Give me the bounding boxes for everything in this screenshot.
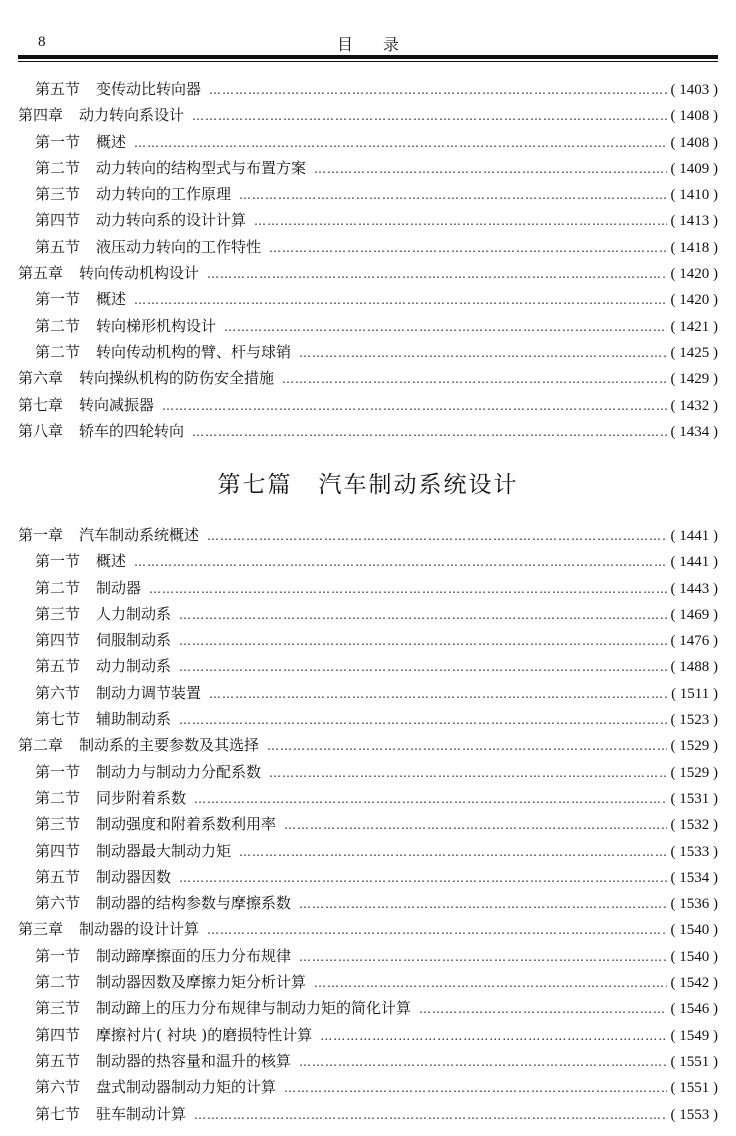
toc-entry-title: 变传动比转向器 [96, 80, 202, 98]
toc-section-entry [18, 286, 718, 312]
toc-entry-number: 第二节 [35, 158, 81, 177]
part-title-text: 汽车制动系统设计 [318, 472, 519, 498]
toc-dot-leader [192, 103, 666, 129]
toc-entry-number: 第三节 [35, 604, 81, 623]
running-title: 目录 [336, 35, 429, 54]
toc-entry-number: 第四节 [35, 211, 81, 230]
toc-dot-leader [209, 77, 666, 103]
toc-chapter-entry [18, 732, 718, 758]
toc-dot-leader [194, 1102, 666, 1128]
toc-entry-page: ( 1553 ) [670, 1106, 718, 1123]
toc-section-entry [18, 1022, 718, 1048]
toc-chapter-entry [18, 102, 718, 128]
toc-dot-leader [134, 549, 666, 575]
toc-entry-number: 第八章 [18, 421, 64, 440]
toc-entry-page: ( 1425 ) [670, 344, 718, 361]
toc-chapter-entry [18, 260, 718, 286]
toc-entry-title: 动力转向的工作原理 [96, 185, 232, 204]
toc-dot-leader [282, 366, 666, 392]
toc-entry-title: 转向梯形机构设计 [96, 316, 217, 335]
toc-entry-number: 第三节 [35, 185, 81, 204]
toc-entry-title: 轿车的四轮转向 [79, 421, 185, 440]
toc-dot-leader [269, 760, 666, 786]
toc-dot-leader [299, 944, 666, 970]
toc-dot-leader [314, 156, 666, 182]
toc-entry-number: 第一节 [35, 762, 81, 781]
toc-entry-number: 第四节 [35, 631, 81, 650]
toc-entry-page: ( 1511 ) [671, 685, 718, 702]
toc-dot-leader [239, 182, 666, 208]
toc-dot-leader [179, 628, 666, 654]
toc-dot-leader [254, 208, 666, 234]
part-number: 第七篇 [217, 472, 293, 498]
toc-dot-leader [192, 419, 666, 445]
toc-entry-title: 转向传动机构的臂、杆与球销 [96, 342, 292, 361]
toc-entry-title: 制动蹄摩擦面的压力分布规律 [96, 946, 292, 965]
toc-entry-page: ( 1408 ) [670, 134, 718, 151]
toc-section-entry [18, 575, 718, 601]
toc-entry-title: 制动器的热容量和温升的核算 [96, 1051, 292, 1070]
toc-entry-number: 第五节 [35, 1051, 81, 1070]
toc-entry-title: 液压动力转向的工作特性 [96, 237, 262, 256]
toc-dot-leader [299, 340, 666, 366]
toc-dot-leader [299, 1049, 666, 1075]
toc-entry-title: 驻车制动计算 [96, 1104, 187, 1123]
toc-entry-number: 第七节 [35, 1104, 81, 1123]
toc-dot-leader [134, 287, 666, 313]
toc-entry-title: 制动器的设计计算 [79, 920, 200, 939]
toc-entry-title: 动力转向的结构型式与布置方案 [96, 158, 307, 177]
toc-section-entry [18, 785, 718, 811]
toc-entry-number: 第二节 [35, 578, 81, 597]
toc-chapter-entry [18, 418, 718, 444]
part-title [0, 466, 736, 499]
header-rule-thin [18, 61, 718, 62]
toc-entry-page: ( 1432 ) [670, 397, 718, 414]
toc-entry-number: 第五节 [35, 80, 81, 98]
toc-entry-page: ( 1532 ) [670, 817, 718, 834]
toc-entry-number: 第五章 [18, 264, 64, 283]
toc-section-entry [18, 706, 718, 732]
toc-section-entry [18, 1101, 718, 1127]
toc-entry-title: 制动器的结构参数与摩擦系数 [96, 894, 292, 913]
toc-entry-page: ( 1420 ) [670, 292, 718, 309]
toc-section-entry [18, 811, 718, 837]
toc-entry-page: ( 1441 ) [670, 528, 718, 544]
toc-entry-number: 第二节 [35, 316, 81, 335]
toc-entry-page: ( 1443 ) [670, 580, 718, 597]
toc-section-entry [18, 680, 718, 706]
toc-entry-number: 第五节 [35, 867, 81, 886]
toc-entry-page: ( 1531 ) [670, 790, 718, 807]
toc-section-entry [18, 1074, 718, 1100]
toc-section-entry [18, 155, 718, 181]
toc-entry-page: ( 1529 ) [670, 764, 718, 781]
toc-dot-leader [179, 602, 666, 628]
toc-entry-page: ( 1429 ) [670, 371, 718, 388]
toc-entry-title: 制动器因数及摩擦力矩分析计算 [96, 973, 307, 992]
toc-entry-page: ( 1551 ) [670, 1080, 718, 1097]
toc-dot-leader [207, 917, 666, 943]
toc-entry-page: ( 1551 ) [670, 1053, 718, 1070]
toc-section-entry [18, 1048, 718, 1074]
toc-chapter-entry [18, 522, 718, 548]
toc-entry-title: 制动器 [96, 578, 142, 597]
toc-entry-number: 第六节 [35, 683, 81, 702]
toc-entry-title: 概述 [96, 290, 127, 309]
toc-entry-number: 第六节 [35, 894, 81, 913]
toc-entry-page: ( 1540 ) [670, 948, 718, 965]
toc-chapter-entry [18, 916, 718, 942]
toc-dot-leader [320, 1023, 666, 1049]
toc-section-entry [18, 969, 718, 995]
toc-dot-leader [284, 1075, 666, 1101]
toc-entry-number: 第六节 [35, 1078, 81, 1097]
toc-entry-number: 第五节 [35, 657, 81, 676]
toc-entry-number: 第一节 [35, 290, 81, 309]
toc-dot-leader [207, 261, 666, 287]
toc-entry-title: 动力转向系的设计计算 [96, 211, 247, 230]
toc-chapter-entry [18, 365, 718, 391]
toc-dot-leader [179, 707, 666, 733]
toc-section-entry [18, 234, 718, 260]
toc-entry-title: 制动器最大制动力矩 [96, 841, 232, 860]
toc-section-entry [18, 207, 718, 233]
toc-entry-title: 动力制动系 [96, 657, 172, 676]
toc-entry-title: 概述 [96, 132, 127, 151]
toc-dot-leader [179, 654, 666, 680]
toc-entry-title: 转向操纵机构的防伤安全措施 [79, 369, 275, 388]
toc-entry-title: 概述 [96, 552, 127, 571]
toc-entry-page: ( 1542 ) [670, 975, 718, 992]
toc-entry-title: 伺服制动系 [96, 631, 172, 650]
toc-entry-number: 第一节 [35, 946, 81, 965]
toc-entry-page: ( 1410 ) [670, 187, 718, 204]
toc-dot-leader [239, 839, 666, 865]
toc-entry-number: 第七章 [18, 395, 64, 414]
toc-dot-leader [179, 865, 666, 891]
toc-entry-number: 第一节 [35, 132, 81, 151]
toc-entry-number: 第三节 [35, 815, 81, 834]
toc-section-entry [18, 653, 718, 679]
toc-dot-leader [134, 130, 666, 156]
toc-dot-leader [209, 681, 667, 707]
header-rule-thick [18, 55, 718, 59]
toc-entry-page: ( 1413 ) [670, 213, 718, 230]
toc-entry-number: 第二节 [35, 342, 81, 361]
toc-entry-title: 辅助制动系 [96, 710, 172, 729]
toc-entry-number: 第三节 [35, 999, 81, 1018]
toc-section-entry [18, 627, 718, 653]
toc-entry-number: 第一章 [18, 526, 64, 544]
toc-entry-page: ( 1488 ) [670, 659, 718, 676]
toc-entry-page: ( 1549 ) [670, 1027, 718, 1044]
toc-dot-leader [224, 314, 666, 340]
toc-entry-title: 制动强度和附着系数利用率 [96, 815, 277, 834]
toc-entry-number: 第二章 [18, 736, 64, 755]
toc-dot-leader [299, 891, 666, 917]
toc-section-entry [18, 601, 718, 627]
toc-entry-number: 第五节 [35, 237, 81, 256]
toc-section-entry [18, 995, 718, 1021]
toc-dot-leader [419, 996, 666, 1022]
toc-entry-page: ( 1421 ) [670, 318, 718, 335]
page-number: 8 [38, 34, 46, 50]
toc-dot-leader [162, 393, 666, 419]
toc-entry-page: ( 1540 ) [670, 922, 718, 939]
toc-section-entry [18, 181, 718, 207]
toc-entry-page: ( 1441 ) [670, 554, 718, 571]
toc-entry-page: ( 1469 ) [670, 606, 718, 623]
toc-entry-title: 盘式制动器制动力矩的计算 [96, 1078, 277, 1097]
toc-entry-page: ( 1529 ) [670, 738, 718, 755]
toc-dot-leader [194, 786, 666, 812]
toc-section-entry [18, 76, 718, 102]
toc-section-entry [18, 838, 718, 864]
toc-entry-title: 制动蹄上的压力分布规律与制动力矩的简化计算 [96, 999, 412, 1018]
toc-entry-title: 汽车制动系统概述 [79, 526, 200, 544]
toc-entry-page: ( 1534 ) [670, 869, 718, 886]
toc-entry-title: 制动系的主要参数及其选择 [79, 736, 260, 755]
toc-entry-title: 制动力与制动力分配系数 [96, 762, 262, 781]
toc-entry-page: ( 1546 ) [670, 1001, 718, 1018]
toc-section-entry [18, 339, 718, 365]
toc-chapter-entry [18, 392, 718, 418]
toc-dot-leader [149, 576, 666, 602]
toc-list-after [18, 522, 718, 1127]
toc-dot-leader [269, 235, 666, 261]
toc-entry-page: ( 1533 ) [670, 843, 718, 860]
toc-section-entry [18, 759, 718, 785]
toc-section-entry [18, 129, 718, 155]
toc-entry-title: 摩擦衬片( 衬块 )的磨损特性计算 [96, 1025, 313, 1044]
toc-section-entry [18, 943, 718, 969]
toc-entry-number: 第四章 [18, 106, 64, 125]
toc-entry-page: ( 1409 ) [670, 160, 718, 177]
toc-entry-page: ( 1434 ) [670, 423, 718, 440]
toc-entry-title: 转向减振器 [79, 395, 155, 414]
toc-entry-number: 第七节 [35, 710, 81, 729]
toc-entry-title: 转向传动机构设计 [79, 264, 200, 283]
toc-entry-number: 第六章 [18, 369, 64, 388]
toc-entry-title: 制动器因数 [96, 867, 172, 886]
toc-entry-number: 第三章 [18, 920, 64, 939]
toc-entry-page: ( 1408 ) [670, 108, 718, 125]
toc-entry-page: ( 1523 ) [670, 712, 718, 729]
toc-dot-leader [284, 812, 666, 838]
toc-entry-page: ( 1420 ) [670, 266, 718, 283]
toc-entry-page: ( 1536 ) [670, 896, 718, 913]
toc-entry-page: ( 1476 ) [670, 633, 718, 650]
toc-section-entry [18, 890, 718, 916]
toc-dot-leader [207, 523, 666, 549]
toc-list-before [18, 76, 718, 444]
toc-dot-leader [267, 733, 666, 759]
toc-entry-title: 同步附着系数 [96, 788, 187, 807]
toc-section-entry [18, 313, 718, 339]
toc-entry-title: 制动力调节装置 [96, 683, 202, 702]
toc-section-entry [18, 548, 718, 574]
toc-entry-page: ( 1418 ) [670, 239, 718, 256]
toc-entry-number: 第二节 [35, 973, 81, 992]
toc-dot-leader [314, 970, 666, 996]
page-header [18, 30, 718, 56]
toc-entry-title: 动力转向系设计 [79, 106, 185, 125]
toc-section-entry [18, 864, 718, 890]
toc-entry-number: 第一节 [35, 552, 81, 571]
toc-entry-page: ( 1403 ) [670, 82, 718, 98]
toc-entry-number: 第四节 [35, 1025, 81, 1044]
toc-entry-number: 第四节 [35, 841, 81, 860]
toc-entry-number: 第二节 [35, 788, 81, 807]
toc-entry-title: 人力制动系 [96, 604, 172, 623]
